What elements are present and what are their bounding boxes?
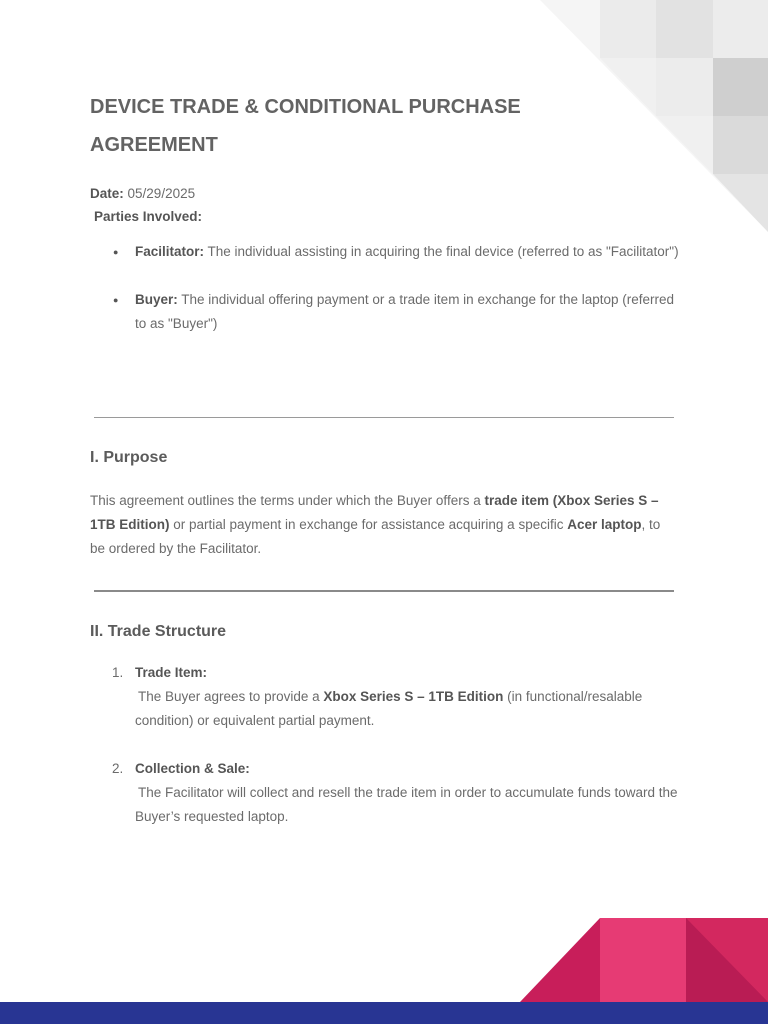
date-label: Date:	[90, 186, 124, 201]
list-number: 1.	[112, 665, 124, 680]
party-text: The individual assisting in acquiring the final device (referred to as "Facilitator")	[207, 244, 679, 259]
purpose-paragraph	[90, 489, 675, 561]
clause-body	[135, 685, 680, 733]
section-heading-trade-structure: II. Trade Structure	[90, 623, 227, 640]
party-text: The individual offering payment or a trade item in exchange for the laptop (referred to as "Buyer")	[135, 292, 675, 331]
party-label: Buyer:	[135, 292, 178, 307]
parties-label: Parties Involved:	[94, 209, 203, 224]
purpose-text: or partial payment in exchange for assistance acquiring a specific	[169, 517, 568, 532]
clause-body: The Facilitator will collect and resell the trade item in order to accumulate funds toward the Buyer’s requested laptop.	[135, 785, 678, 824]
section-divider	[94, 590, 674, 592]
parties-list	[90, 240, 680, 360]
party-buyer	[135, 288, 680, 336]
bottom-right-pink-pattern	[520, 918, 768, 1002]
document-title: DEVICE TRADE & CONDITIONAL PURCHASE AGREEMENT	[90, 96, 521, 156]
list-number: 2.	[112, 761, 124, 776]
party-label: Facilitator:	[135, 244, 205, 259]
clause-title: Trade Item:	[135, 665, 208, 680]
date-value: 05/29/2025	[127, 186, 196, 201]
section-divider	[94, 417, 674, 418]
party-facilitator	[135, 240, 680, 264]
trade-structure-list	[90, 661, 680, 853]
clause-text: The Buyer agrees to provide a	[138, 689, 324, 704]
purpose-bold-trade-item: trade item (Xbox Series S – 1TB Edition)	[90, 493, 659, 532]
clause-title: Collection & Sale:	[135, 761, 250, 776]
clause-text: (in functional/resalable condition) or equivalent partial payment.	[135, 689, 643, 728]
purpose-text: , to be ordered by the Facilitator.	[90, 517, 661, 556]
collection-sale-clause	[112, 757, 680, 829]
purpose-bold-laptop: Acer laptop	[567, 517, 642, 532]
footer-bar	[0, 1002, 768, 1024]
clause-bold: Xbox Series S – 1TB Edition	[323, 689, 504, 704]
date-line	[90, 182, 202, 205]
section-heading-purpose: I. Purpose	[90, 449, 168, 466]
document-meta	[90, 182, 202, 228]
top-right-gray-pattern	[540, 0, 768, 232]
trade-item-clause	[112, 661, 680, 733]
purpose-text: This agreement outlines the terms under which the Buyer offers a	[90, 493, 485, 508]
